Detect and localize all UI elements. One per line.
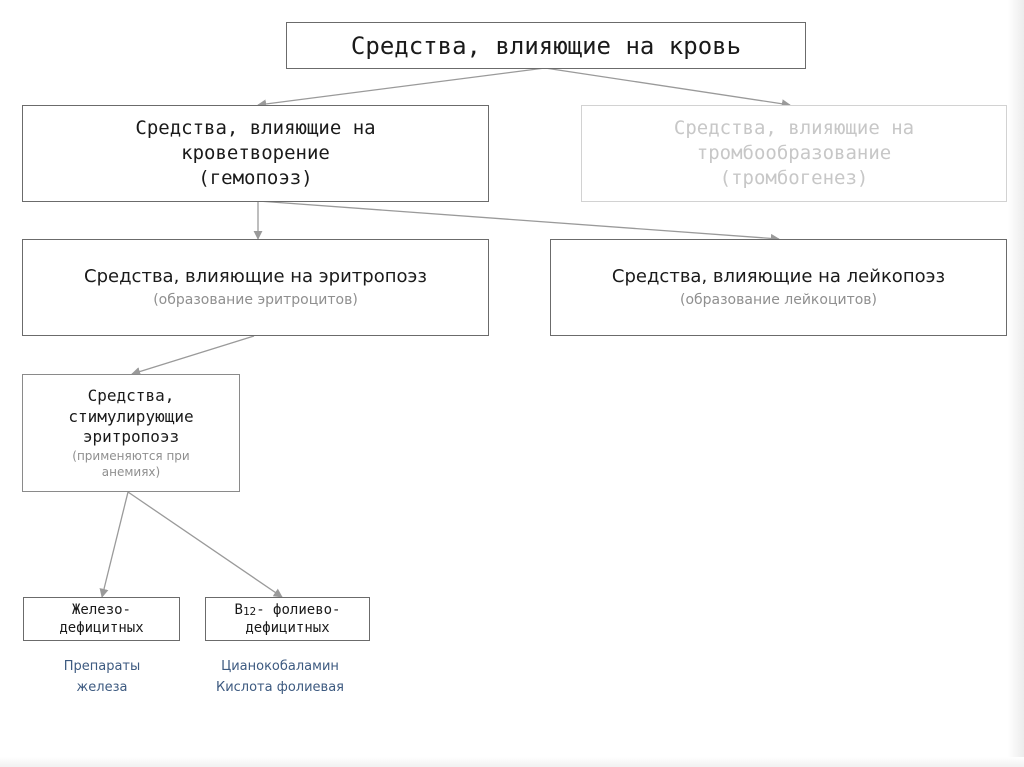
- b12-drugs-label: [190, 656, 370, 698]
- root-box: [286, 22, 806, 69]
- b12-drugs-line1: Цианокобаламин: [221, 659, 339, 674]
- stimulating-note1: (применяются при: [72, 448, 190, 463]
- thrombogenesis-box: [581, 105, 1007, 202]
- hemopoiesis-line2: кроветворение: [181, 142, 330, 165]
- erythropoiesis-subtitle: (образование эритроцитов): [153, 292, 358, 308]
- arrow-root-to-thrombogenesis: [545, 68, 790, 105]
- arrow-stimulating-to-iron: [102, 492, 128, 597]
- leukopoiesis-box: [550, 239, 1007, 336]
- arrow-root-to-hemopoiesis: [258, 68, 545, 105]
- arrow-erythropoiesis-to-stimulating: [132, 336, 254, 374]
- arrow-hemopoiesis-to-leukopoiesis: [258, 201, 779, 239]
- leukopoiesis-title: Средства, влияющие на лейкопоэз: [611, 265, 946, 287]
- stimulating-note2: анемиях): [101, 464, 161, 479]
- thrombogenesis-line3: (тромбогенез): [719, 166, 869, 189]
- iron-deficiency-line1: Железо-: [71, 601, 131, 618]
- stimulating-line3: эритропоэз: [82, 427, 180, 447]
- leukopoiesis-subtitle: (образование лейкоцитов): [679, 292, 878, 308]
- b12-letter: B: [234, 601, 243, 618]
- b12-deficiency-box: [205, 597, 370, 641]
- iron-deficiency-line2: дефицитных: [59, 620, 144, 636]
- iron-drugs-label: [38, 656, 166, 698]
- hemopoiesis-box: [22, 105, 489, 202]
- stimulating-line1: Средства,: [87, 386, 175, 406]
- thrombogenesis-line1: Средства, влияющие на: [673, 117, 915, 140]
- erythropoiesis-title: Средства, влияющие на эритропоэз: [84, 265, 427, 287]
- hemopoiesis-line1: Средства, влияющие на: [135, 117, 376, 140]
- arrow-stimulating-to-b12: [128, 492, 282, 597]
- b12-deficiency-line1: [235, 601, 341, 619]
- iron-deficiency-box: [23, 597, 180, 641]
- thrombogenesis-line2: тромбообразование: [696, 142, 892, 165]
- stimulating-line2: стимулирующие: [68, 406, 194, 426]
- b12-drugs-line2: Кислота фолиевая: [215, 680, 345, 695]
- stimulating-box: [22, 374, 240, 492]
- hemopoiesis-line3: (гемопоэз): [198, 166, 313, 189]
- root-title: Средства, влияющие на кровь: [350, 31, 742, 60]
- erythropoiesis-box: [22, 239, 489, 336]
- b12-line1-rest: - фолиево-: [256, 601, 341, 618]
- b12-deficiency-line2: дефицитных: [245, 620, 330, 636]
- iron-drugs-line1: Препараты: [63, 659, 141, 674]
- b12-subscript: 12: [242, 604, 257, 618]
- iron-drugs-line2: железа: [76, 680, 128, 695]
